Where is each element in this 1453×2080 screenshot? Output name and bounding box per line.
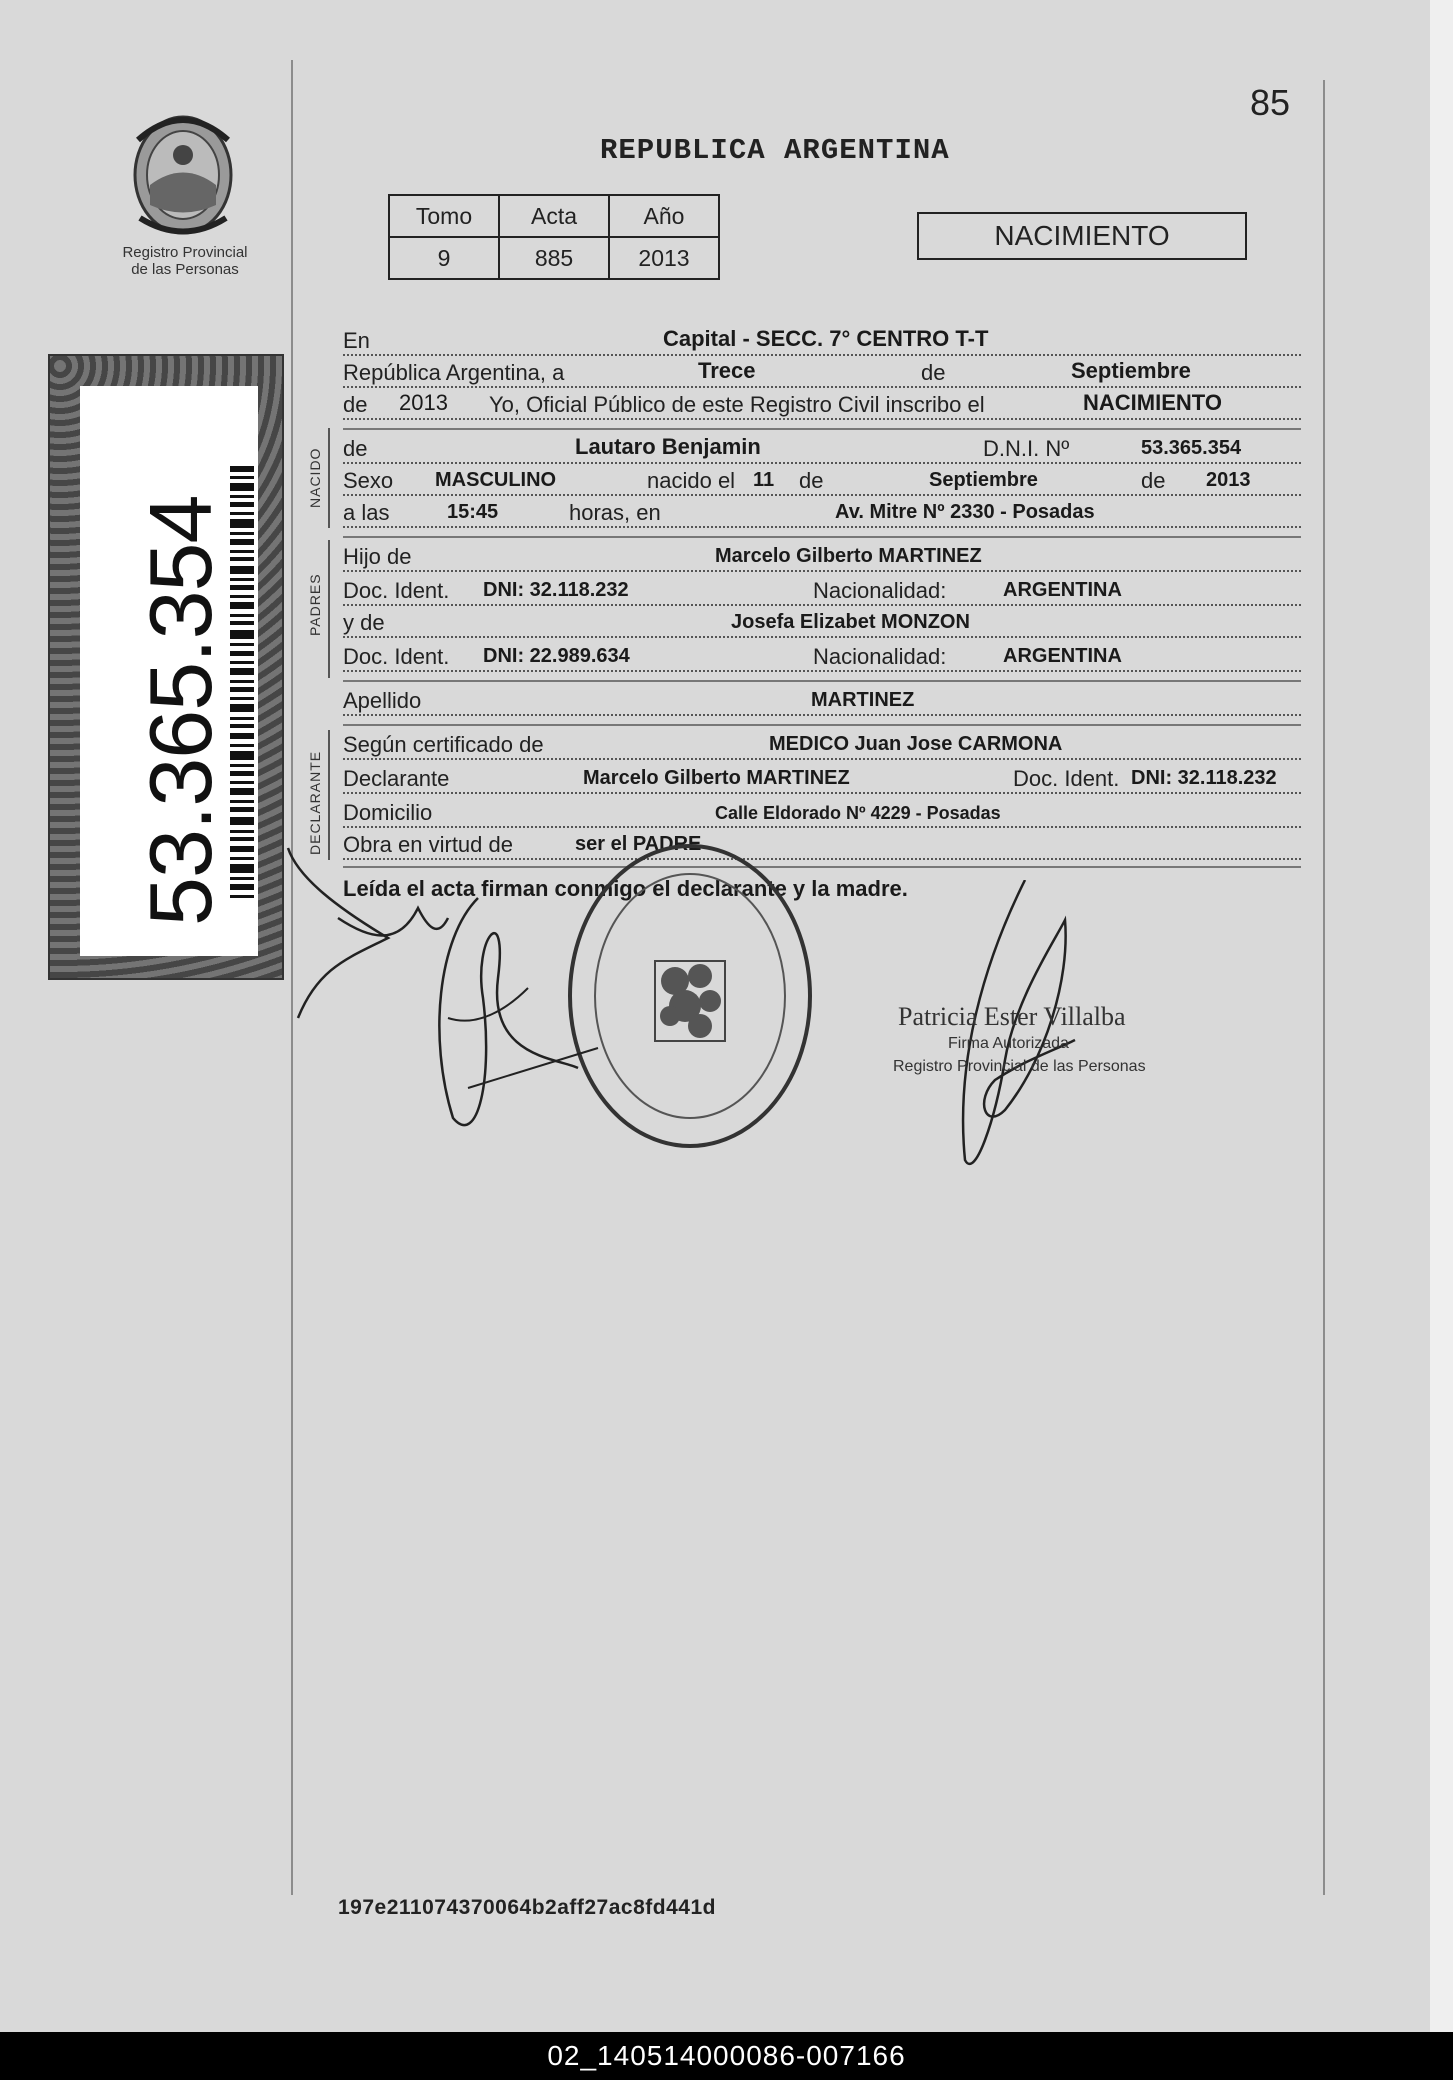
- section-rule-nacido: [328, 428, 330, 528]
- value-sexo: MASCULINO: [435, 469, 557, 491]
- dotted-rule: [343, 758, 1301, 760]
- value-inscribo: NACIMIENTO: [1083, 390, 1222, 415]
- divider-line: [343, 536, 1301, 538]
- dotted-rule: [343, 526, 1301, 528]
- value-birth-month: Septiembre: [929, 469, 1038, 491]
- value-day: Trece: [698, 358, 756, 383]
- label-apellido: Apellido: [343, 688, 425, 714]
- value-anio: 2013: [609, 237, 719, 279]
- value-declarante-doc: DNI: 32.118.232: [1131, 767, 1277, 789]
- value-dni: 53.365.354: [1141, 437, 1242, 459]
- dotted-rule: [343, 462, 1301, 464]
- label-y-de: y de: [343, 610, 389, 636]
- value-tomo: 9: [389, 237, 499, 279]
- field-line-domicilio: [343, 798, 1301, 830]
- label-de: de: [917, 360, 949, 386]
- value-domicilio: Calle Eldorado Nº 4229 - Posadas: [715, 803, 1001, 823]
- dotted-rule: [343, 636, 1301, 638]
- value-apellido: MARTINEZ: [811, 689, 915, 711]
- value-en: Capital - SECC. 7° CENTRO T-T: [663, 326, 989, 351]
- field-line-republica: [343, 358, 1301, 390]
- section-label-padres: PADRES: [307, 573, 323, 636]
- field-line-sexo: [343, 466, 1301, 498]
- section-rule-padres: [328, 540, 330, 678]
- signatory-role: Firma Autorizada: [948, 1035, 1069, 1052]
- page-number: 85: [1250, 82, 1291, 123]
- closing-statement: Leída el acta firman conmigo el declarante y la madre.: [343, 876, 908, 901]
- barcode-label: [80, 386, 258, 956]
- document-type-box: NACIMIENTO: [917, 212, 1247, 260]
- label-doc-ident: Doc. Ident.: [343, 578, 453, 604]
- declarant-signature-icon: [278, 838, 608, 1168]
- value-segun: MEDICO Juan Jose CARMONA: [769, 733, 1063, 755]
- value-birth-place: Av. Mitre Nº 2330 - Posadas: [835, 501, 1095, 523]
- label-hijo-de: Hijo de: [343, 544, 415, 570]
- value-birth-time: 15:45: [447, 501, 499, 523]
- province-seal-icon: [128, 110, 238, 240]
- label-de2: de: [343, 392, 371, 418]
- value-month: Septiembre: [1071, 358, 1191, 383]
- label-nacido-de: de: [343, 436, 371, 462]
- header-tomo: Tomo: [389, 195, 499, 237]
- header-acta: Acta: [499, 195, 609, 237]
- field-line-father: [343, 542, 1301, 574]
- signatory-org: Registro Provincial de las Personas: [893, 1058, 1146, 1075]
- value-birth-day: 11: [753, 469, 775, 491]
- divider-line: [343, 724, 1301, 726]
- divider-line: [343, 680, 1301, 682]
- barcode-sticker: [48, 354, 284, 980]
- label-de4: de: [1137, 468, 1169, 494]
- value-mother-name: Josefa Elizabet MONZON: [731, 611, 970, 633]
- divider-line: [343, 428, 1301, 430]
- label-yo: Yo, Oficial Público de este Registro Civil inscribo el: [485, 392, 989, 418]
- value-mother-nat: ARGENTINA: [1003, 645, 1122, 667]
- label-nacionalidad: Nacionalidad:: [809, 578, 950, 604]
- field-line-nacido-name: [343, 434, 1301, 466]
- field-line-mother: [343, 608, 1301, 640]
- label-dni: D.N.I. Nº: [979, 436, 1073, 462]
- record-table-header: [389, 195, 719, 237]
- field-line-en: [343, 326, 1301, 358]
- value-birth-year: 2013: [1206, 469, 1251, 491]
- field-line-mother-doc: [343, 642, 1301, 674]
- registry-label: [100, 244, 270, 278]
- label-doc-ident: Doc. Ident.: [343, 644, 453, 670]
- label-nacionalidad: Nacionalidad:: [809, 644, 950, 670]
- document-hash: 197e211074370064b2aff27ac8fd441d: [338, 1896, 716, 1919]
- label-declarante: Declarante: [343, 766, 453, 792]
- dotted-rule: [343, 386, 1301, 388]
- label-horas: horas, en: [565, 500, 665, 526]
- section-label-declarante: DECLARANTE: [307, 750, 323, 855]
- value-obra: ser el PADRE: [575, 833, 702, 855]
- dotted-rule: [343, 354, 1301, 356]
- value-mother-doc: DNI: 22.989.634: [483, 645, 630, 667]
- dotted-rule: [343, 714, 1301, 716]
- field-line-year: [343, 390, 1301, 422]
- dotted-rule: [343, 792, 1301, 794]
- dotted-rule: [343, 418, 1301, 420]
- page-edge: [1430, 0, 1453, 2032]
- dotted-rule: [343, 604, 1301, 606]
- label-declarante-doc-ident: Doc. Ident.: [1009, 766, 1123, 792]
- dotted-rule: [343, 570, 1301, 572]
- field-line-apellido: [343, 686, 1301, 718]
- value-father-nat: ARGENTINA: [1003, 579, 1122, 601]
- record-table-values: [389, 237, 719, 279]
- record-table: [388, 194, 720, 280]
- dotted-rule: [343, 670, 1301, 672]
- dotted-rule: [343, 826, 1301, 828]
- field-line-segun: [343, 730, 1301, 762]
- label-obra: Obra en virtud de: [343, 832, 517, 858]
- label-sexo: Sexo: [343, 468, 397, 494]
- registry-label-line2: de las Personas: [131, 261, 239, 278]
- value-father-doc: DNI: 32.118.232: [483, 579, 629, 601]
- field-line-time-place: [343, 498, 1301, 530]
- value-year: 2013: [399, 390, 448, 415]
- footer-id: 02_140514000086-007166: [547, 2040, 906, 2071]
- label-de3: de: [795, 468, 827, 494]
- label-segun: Según certificado de: [343, 732, 548, 758]
- section-label-nacido: NACIDO: [307, 447, 323, 508]
- header-anio: Año: [609, 195, 719, 237]
- id-number-vertical: 53.365.354: [131, 495, 230, 926]
- value-acta: 885: [499, 237, 609, 279]
- field-line-father-doc: [343, 576, 1301, 608]
- value-declarante: Marcelo Gilberto MARTINEZ: [583, 767, 850, 789]
- value-nacido-name: Lautaro Benjamin: [575, 434, 761, 459]
- label-a-las: a las: [343, 500, 393, 526]
- label-en: En: [343, 328, 374, 354]
- dotted-rule: [343, 494, 1301, 496]
- label-domicilio: Domicilio: [343, 800, 436, 826]
- label-republica: República Argentina, a: [343, 360, 568, 386]
- document-title: REPUBLICA ARGENTINA: [600, 134, 950, 167]
- signatory-name: Patricia Ester Villalba: [898, 1002, 1126, 1031]
- label-nacido-el: nacido el: [643, 468, 739, 494]
- value-father-name: Marcelo Gilberto MARTINEZ: [715, 545, 982, 567]
- field-line-declarante: [343, 764, 1301, 796]
- registry-label-line1: Registro Provincial: [122, 244, 248, 261]
- right-margin-line: [1323, 80, 1325, 1895]
- barcode-icon: [230, 466, 254, 906]
